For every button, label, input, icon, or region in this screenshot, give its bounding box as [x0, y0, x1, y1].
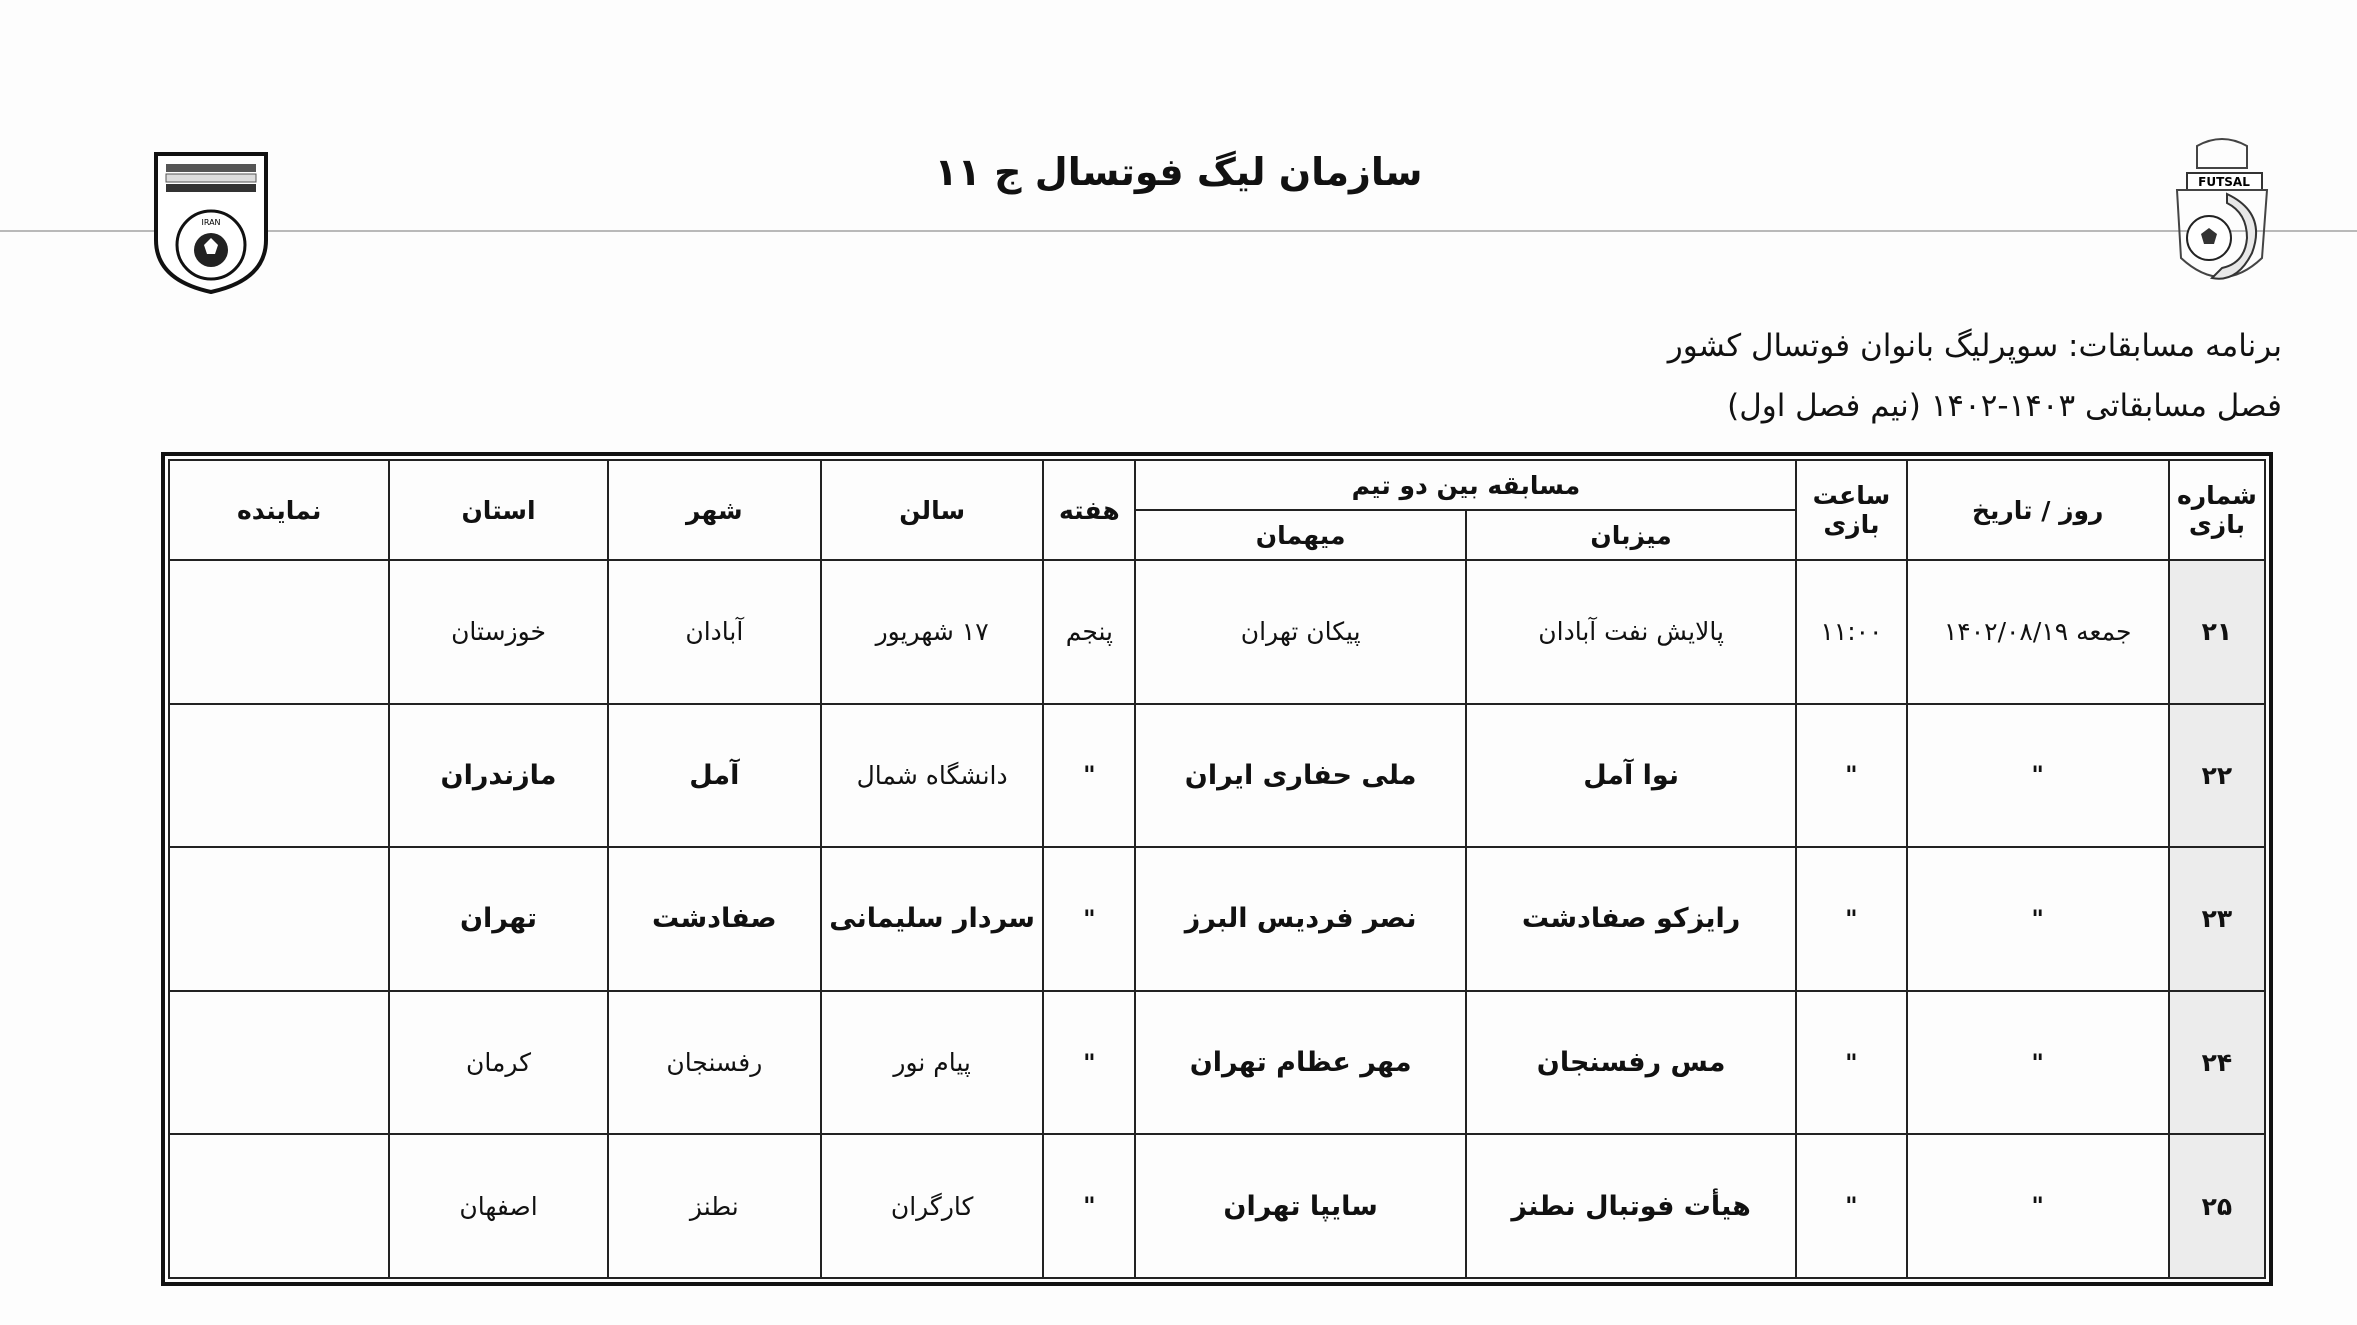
hall: ۱۷ شهریور — [821, 560, 1043, 704]
header-time: ساعت بازی — [1796, 460, 1906, 560]
federation-logo-badge: IRAN — [201, 218, 221, 227]
game-date: جمعه ۱۴۰۲/۰۸/۱۹ — [1907, 560, 2169, 704]
header-representative: نماینده — [169, 460, 389, 560]
week: " — [1043, 704, 1135, 848]
competition-program: برنامه مسابقات: سوپرلیگ بانوان فوتسال کشور — [1667, 328, 2282, 364]
hall: سردار سلیمانی — [821, 847, 1043, 991]
representative — [169, 847, 389, 991]
province: خوزستان — [389, 560, 607, 704]
host-team: نوا آمل — [1466, 704, 1796, 848]
header-week: هفته — [1043, 460, 1135, 560]
guest-team: نصر فردیس البرز — [1135, 847, 1465, 991]
game-date: " — [1907, 847, 2169, 991]
host-team: رایزکو صفادشت — [1466, 847, 1796, 991]
host-team: پالایش نفت آبادان — [1466, 560, 1796, 704]
guest-team: مهر عظام تهران — [1135, 991, 1465, 1135]
game-number: ۲۱ — [2169, 560, 2265, 704]
game-time: " — [1796, 847, 1906, 991]
game-number: ۲۴ — [2169, 991, 2265, 1135]
week: پنجم — [1043, 560, 1135, 704]
hall: کارگران — [821, 1134, 1043, 1278]
city: آبادان — [608, 560, 821, 704]
hall: دانشگاه شمال — [821, 704, 1043, 848]
representative — [169, 560, 389, 704]
header-game-number: شماره بازی — [2169, 460, 2265, 560]
host-team: مس رفسنجان — [1466, 991, 1796, 1135]
header-city: شهر — [608, 460, 821, 560]
game-number: ۲۵ — [2169, 1134, 2265, 1278]
city: رفسنجان — [608, 991, 821, 1135]
table-row — [169, 1134, 2265, 1278]
week: " — [1043, 991, 1135, 1135]
game-date: " — [1907, 1134, 2169, 1278]
game-time: " — [1796, 704, 1906, 848]
guest-team: سایپا تهران — [1135, 1134, 1465, 1278]
game-number: ۲۳ — [2169, 847, 2265, 991]
province: مازندران — [389, 704, 607, 848]
representative — [169, 991, 389, 1135]
table-row — [169, 991, 2265, 1135]
futsal-logo-text: FUTSAL — [2198, 175, 2250, 189]
header-guest: میهمان — [1135, 510, 1465, 560]
game-date: " — [1907, 991, 2169, 1135]
city: نطنز — [608, 1134, 821, 1278]
organization-title: سازمان لیگ فوتسال ج ۱۱ — [934, 150, 1423, 194]
game-time: " — [1796, 1134, 1906, 1278]
header-divider — [0, 230, 2357, 232]
representative — [169, 1134, 389, 1278]
hall: پیام نور — [821, 991, 1043, 1135]
guest-team: ملی حفاری ایران — [1135, 704, 1465, 848]
game-number: ۲۲ — [2169, 704, 2265, 848]
host-team: هیأت فوتبال نطنز — [1466, 1134, 1796, 1278]
competition-season: فصل مسابقاتی ۱۴۰۳-۱۴۰۲ (نیم فصل اول) — [1727, 388, 2282, 424]
table-row — [169, 560, 2265, 704]
representative — [169, 704, 389, 848]
city: صفادشت — [608, 847, 821, 991]
schedule-table-frame — [161, 452, 2273, 1286]
game-time: " — [1796, 991, 1906, 1135]
futsal-league-logo — [2167, 128, 2277, 298]
province: کرمان — [389, 991, 607, 1135]
schedule-table — [168, 459, 2266, 1279]
city: آمل — [608, 704, 821, 848]
province: اصفهان — [389, 1134, 607, 1278]
game-time: ۱۱:۰۰ — [1796, 560, 1906, 704]
game-date: " — [1907, 704, 2169, 848]
week: " — [1043, 847, 1135, 991]
header-hall: سالن — [821, 460, 1043, 560]
header-match: مسابقه بین دو تیم — [1135, 460, 1796, 510]
header-host: میزبان — [1466, 510, 1796, 560]
guest-team: پیکان تهران — [1135, 560, 1465, 704]
table-row — [169, 704, 2265, 848]
province: تهران — [389, 847, 607, 991]
table-row — [169, 847, 2265, 991]
week: " — [1043, 1134, 1135, 1278]
header-province: استان — [389, 460, 607, 560]
header-date: روز / تاریخ — [1907, 460, 2169, 560]
